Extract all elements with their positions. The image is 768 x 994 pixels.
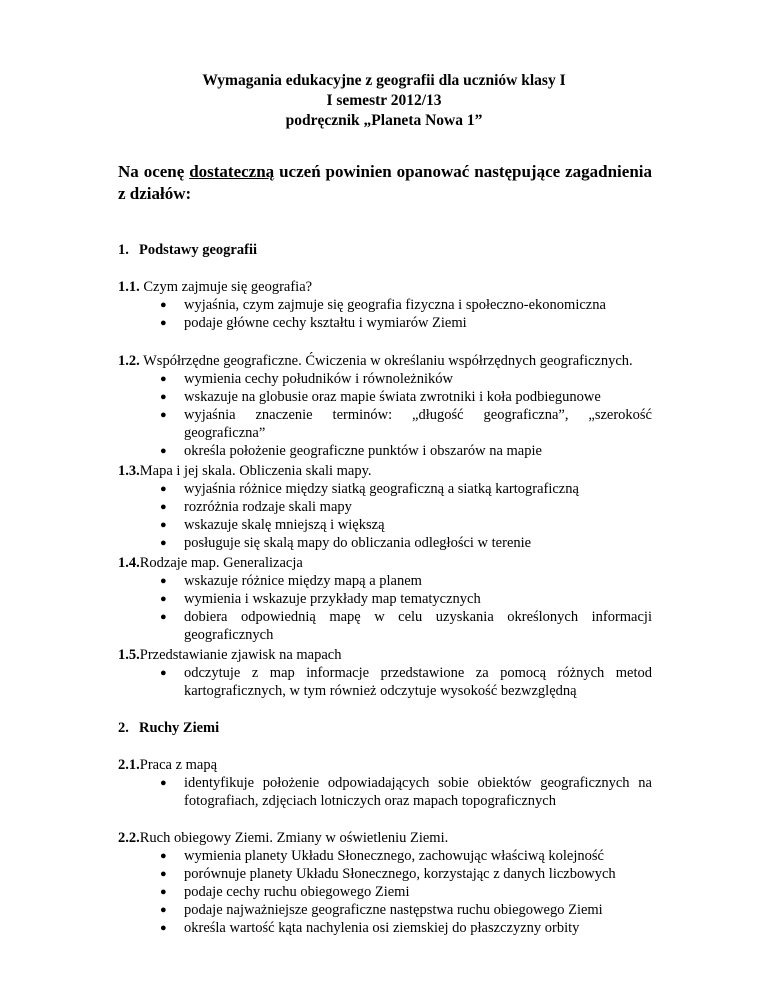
- section-heading: [118, 352, 652, 370]
- bullet-icon: ●: [160, 886, 167, 898]
- bullet-icon: ●: [160, 445, 167, 457]
- intro-prefix: Na ocenę: [118, 162, 190, 181]
- chapter-number: 1.: [118, 242, 129, 258]
- requirement-text: podaje główne cechy kształtu i wymiarów Ziemi: [184, 315, 467, 331]
- requirement-item: [118, 296, 652, 314]
- bullet-icon: ●: [160, 391, 167, 403]
- section-number: 2.1.: [118, 757, 140, 773]
- bullet-icon: ●: [160, 868, 167, 880]
- section-heading: [118, 554, 652, 572]
- section-heading: [118, 756, 652, 774]
- requirement-text: rozróżnia rodzaje skali mapy: [184, 499, 352, 515]
- requirement-text: wskazuje skalę mniejszą i większą: [184, 517, 385, 533]
- section-number: 2.2.: [118, 830, 140, 846]
- document-title: [0, 71, 768, 131]
- requirement-item: [118, 774, 652, 810]
- section-heading: [118, 646, 652, 664]
- requirement-text: wymienia i wskazuje przykłady map tematycznych: [184, 591, 481, 607]
- requirement-item: [118, 388, 652, 406]
- requirement-item: [118, 865, 652, 883]
- section-title: Ruch obiegowy Ziemi. Zmiany w oświetleniu Ziemi.: [139, 830, 449, 846]
- requirement-item: [118, 370, 652, 388]
- requirement-item: [118, 664, 652, 700]
- requirements-list: [118, 572, 652, 644]
- requirement-text: wymienia planety Układu Słonecznego, zachowując właściwą kolejność: [184, 848, 604, 864]
- requirement-text: podaje najważniejsze geograficzne następstwa ruchu obiegowego Ziemi: [184, 902, 603, 918]
- section-block: [118, 352, 652, 460]
- section-block: [118, 554, 652, 644]
- bullet-icon: ●: [160, 373, 167, 385]
- requirement-item: [118, 442, 652, 460]
- intro-suffix: uczeń powinien opanować następujące zagadnienia z działów:: [118, 162, 653, 203]
- bullet-icon: ●: [160, 611, 167, 623]
- chapter-heading: [118, 719, 219, 737]
- bullet-icon: ●: [160, 537, 167, 549]
- bullet-icon: ●: [160, 850, 167, 862]
- section-block: [118, 829, 652, 937]
- bullet-icon: ●: [160, 904, 167, 916]
- section-number: 1.5.: [118, 647, 140, 663]
- bullet-icon: ●: [160, 922, 167, 934]
- requirement-text: wyjaśnia, czym zajmuje się geografia fizyczna i społeczno-ekonomiczna: [184, 297, 606, 313]
- requirement-text: posługuje się skalą mapy do obliczania odległości w terenie: [184, 535, 532, 551]
- requirement-text: odczytuje z map informacje przedstawione za pomocą różnych metod kartograficznych, w tym również odczytuje wysokość bezwzględną: [184, 665, 652, 699]
- requirement-text: określa wartość kąta nachylenia osi ziemskiej do płaszczyzny orbity: [184, 920, 580, 936]
- section-number: 1.4.: [118, 555, 140, 571]
- requirement-text: porównuje planety Układu Słonecznego, korzystając z danych liczbowych: [184, 866, 616, 882]
- title-line-1: Wymagania edukacyjne z geografii dla uczniów klasy I: [202, 72, 566, 89]
- requirement-item: [118, 901, 652, 919]
- requirement-item: [118, 498, 652, 516]
- requirement-item: [118, 883, 652, 901]
- requirement-item: [118, 516, 652, 534]
- bullet-icon: ●: [160, 317, 167, 329]
- grade-name: dostateczną: [189, 162, 275, 181]
- chapter-number: 2.: [118, 720, 129, 736]
- section-title: Rodzaje map. Generalizacja: [139, 555, 303, 571]
- chapter-heading: [118, 241, 257, 259]
- section-title: Mapa i jej skala. Obliczenia skali mapy.: [139, 463, 372, 479]
- title-line-2: I semestr 2012/13: [326, 92, 442, 109]
- title-line-3: podręcznik „Planeta Nowa 1”: [285, 112, 483, 129]
- requirement-item: [118, 314, 652, 332]
- bullet-icon: ●: [160, 667, 167, 679]
- section-block: [118, 278, 652, 332]
- requirements-list: [118, 296, 652, 332]
- requirement-item: [118, 406, 652, 442]
- section-number: 1.2.: [118, 353, 140, 369]
- requirement-item: [118, 847, 652, 865]
- requirements-list: [118, 370, 652, 460]
- section-block: [118, 646, 652, 700]
- bullet-icon: ●: [160, 299, 167, 311]
- requirements-list: [118, 664, 652, 700]
- requirements-list: [118, 847, 652, 937]
- requirements-list: [118, 480, 652, 552]
- requirement-text: identyfikuje położenie odpowiadających sobie obiektów geograficznych na fotografiach, zdjęciach lotniczych oraz mapach topograficznych: [184, 775, 652, 809]
- requirement-text: wyjaśnia znaczenie terminów: „długość geograficzna”, „szerokość geograficzna”: [184, 407, 652, 441]
- requirement-item: [118, 572, 652, 590]
- requirement-text: wymienia cechy południków i równoleżników: [184, 371, 453, 387]
- requirement-item: [118, 534, 652, 552]
- bullet-icon: ●: [160, 575, 167, 587]
- chapter-title: Podstawy geografii: [139, 242, 257, 258]
- grade-intro: [118, 161, 652, 205]
- section-title: Współrzędne geograficzne. Ćwiczenia w określaniu współrzędnych geograficznych.: [139, 353, 633, 369]
- requirements-list: [118, 774, 652, 810]
- requirement-text: wskazuje na globusie oraz mapie świata zwrotniki i koła podbiegunowe: [184, 389, 601, 405]
- requirement-text: dobiera odpowiednią mapę w celu uzyskania określonych informacji geograficznych: [184, 609, 652, 643]
- requirement-item: [118, 590, 652, 608]
- section-heading: [118, 278, 652, 296]
- section-block: [118, 756, 652, 810]
- section-block: [118, 462, 652, 552]
- bullet-icon: ●: [160, 777, 167, 789]
- section-number: 1.1.: [118, 279, 140, 295]
- requirement-item: [118, 919, 652, 937]
- requirement-item: [118, 480, 652, 498]
- bullet-icon: ●: [160, 593, 167, 605]
- requirement-text: wyjaśnia różnice między siatką geograficzną a siatką kartograficzną: [184, 481, 579, 497]
- section-title: Czym zajmuje się geografia?: [139, 279, 313, 295]
- bullet-icon: ●: [160, 519, 167, 531]
- section-heading: [118, 462, 652, 480]
- chapter-title: Ruchy Ziemi: [139, 720, 220, 736]
- requirement-item: [118, 608, 652, 644]
- section-number: 1.3.: [118, 463, 140, 479]
- section-heading: [118, 829, 652, 847]
- bullet-icon: ●: [160, 409, 167, 421]
- requirement-text: wskazuje różnice między mapą a planem: [184, 573, 422, 589]
- requirement-text: określa położenie geograficzne punktów i obszarów na mapie: [184, 443, 542, 459]
- section-title: Przedstawianie zjawisk na mapach: [139, 647, 342, 663]
- section-title: Praca z mapą: [139, 757, 218, 773]
- bullet-icon: ●: [160, 501, 167, 513]
- requirement-text: podaje cechy ruchu obiegowego Ziemi: [184, 884, 410, 900]
- bullet-icon: ●: [160, 483, 167, 495]
